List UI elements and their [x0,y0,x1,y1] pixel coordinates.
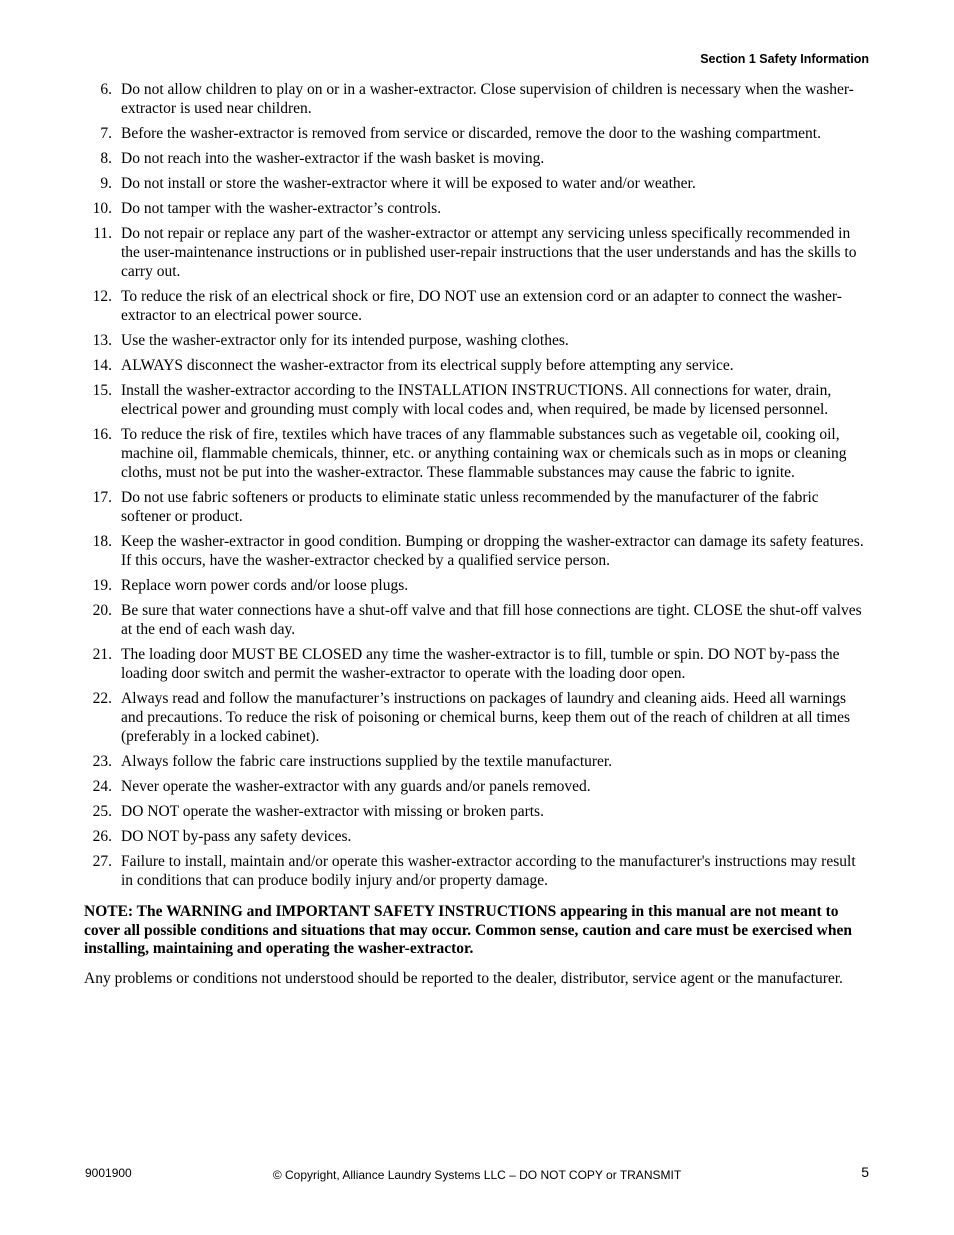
list-item-text: Keep the washer-extractor in good condition. Bumping or dropping the washer-extractor can damage its safety features. If this occurs, have the washer-extractor checked by a qualified service person. [121,533,864,569]
list-item-number: 6. [100,81,112,98]
list-item-number: 10. [92,200,112,217]
list-item-text: Do not install or store the washer-extractor where it will be exposed to water and/or weather. [121,175,696,192]
list-item-text: DO NOT by-pass any safety devices. [121,828,352,845]
list-item-number: 12. [92,288,112,305]
list-item-text: Do not repair or replace any part of the washer-extractor or attempt any servicing unless specifically recommended in the user-maintenance instructions or in published user-repair instructions that the user understands and has the skills to carry out. [121,225,857,280]
list-item [84,174,870,193]
list-item-number: 21. [92,646,112,663]
list-item-text: To reduce the risk of an electrical shock or fire, DO NOT use an extension cord or an adapter to connect the washer-extractor to an electrical power source. [121,288,842,324]
list-item [84,532,870,570]
closing-paragraph: Any problems or conditions not understood should be reported to the dealer, distributor, service agent or the manufacturer. [84,969,843,987]
list-item-text: Do not tamper with the washer-extractor’s controls. [121,200,442,217]
list-item-number: 15. [92,382,112,399]
list-item-number: 23. [92,753,112,770]
list-item-text: Use the washer-extractor only for its intended purpose, washing clothes. [121,332,569,349]
list-item [84,852,870,890]
list-item-text: Do not reach into the washer-extractor if the wash basket is moving. [121,150,545,167]
list-item [84,802,870,821]
copyright-notice: © Copyright, Alliance Laundry Systems LLC – DO NOT COPY or TRANSMIT [272,1168,682,1182]
list-item-text: DO NOT operate the washer-extractor with missing or broken parts. [121,803,544,820]
list-item-text: Failure to install, maintain and/or operate this washer-extractor according to the manufacturer's instructions may result in conditions that can produce bodily injury and/or property damage. [121,853,856,889]
list-item [84,777,870,796]
list-item-number: 25. [92,803,112,820]
list-item-number: 13. [92,332,112,349]
list-item-number: 14. [92,357,112,374]
list-item-number: 27. [92,853,112,870]
list-item [84,381,870,419]
list-item-text: The loading door MUST BE CLOSED any time the washer-extractor is to fill, tumble or spin. DO NOT by-pass the loading door switch and permit the washer-extractor to operate with the loading door open. [121,646,840,682]
list-item [84,645,870,683]
list-item [84,576,870,595]
list-item-text: Do not allow children to play on or in a washer-extractor. Close supervision of children is necessary when the washer-extractor is used near children. [121,81,854,117]
safety-note: NOTE: The WARNING and IMPORTANT SAFETY INSTRUCTIONS appearing in this manual are not meant to cover all possible conditions and situations that may occur. Common sense, caution and care must be exercised when installing, maintaining and operating the washer-extractor. [84,903,852,957]
list-item-text: Install the washer-extractor according to the INSTALLATION INSTRUCTIONS. All connections for water, drain, electrical power and grounding must comply with local codes and, when required, be made by licensed personnel. [121,382,832,418]
list-item-text: Do not use fabric softeners or products to eliminate static unless recommended by the manufacturer of the fabric softener or product. [121,489,819,525]
list-item-text: Replace worn power cords and/or loose plugs. [121,577,409,594]
list-item-number: 7. [100,125,112,142]
list-item-text: ALWAYS disconnect the washer-extractor from its electrical supply before attempting any service. [121,357,734,374]
list-item-number: 9. [100,175,112,192]
page-number: 5 [861,1164,869,1180]
list-item [84,80,870,118]
list-item-number: 18. [92,533,112,550]
list-item-number: 20. [92,602,112,619]
safety-instructions-list [84,80,870,890]
list-item-text: Always follow the fabric care instructions supplied by the textile manufacturer. [121,753,613,770]
list-item-number: 19. [92,577,112,594]
list-item-text: Always read and follow the manufacturer’s instructions on packages of laundry and cleaning aids. Heed all warnings and precautions. To reduce the risk of poisoning or chemical burns, keep them out of the reach of children at all times (preferably in a locked cabinet). [121,690,851,745]
doc-number: 9001900 [85,1166,132,1180]
list-item [84,199,870,218]
list-item [84,752,870,771]
list-item [84,689,870,746]
list-item-number: 22. [92,690,112,707]
list-item-text: Never operate the washer-extractor with any guards and/or panels removed. [121,778,591,795]
list-item-text: Before the washer-extractor is removed from service or discarded, remove the door to the washing compartment. [121,125,821,142]
list-item-number: 26. [92,828,112,845]
list-item-text: To reduce the risk of fire, textiles which have traces of any flammable substances such as vegetable oil, cooking oil, machine oil, flammable chemicals, thinner, etc. or anything containing wax or chemicals such as in mops or cleaning cloths, must not be put into the washer-extractor. These flammable substances may cause the fabric to ignite. [121,426,847,481]
list-item [84,287,870,325]
list-item [84,425,870,482]
list-item [84,124,870,143]
list-item [84,224,870,281]
list-item-number: 11. [93,225,112,242]
list-item-number: 24. [92,778,112,795]
list-item-number: 17. [92,489,112,506]
list-item [84,331,870,350]
list-item [84,149,870,168]
list-item-number: 16. [92,426,112,443]
list-item [84,827,870,846]
section-header: Section 1 Safety Information [700,52,869,66]
list-item [84,488,870,526]
list-item [84,356,870,375]
list-item [84,601,870,639]
list-item-number: 8. [100,150,112,167]
page-content [84,80,870,988]
list-item-text: Be sure that water connections have a shut-off valve and that fill hose connections are tight. CLOSE the shut-off valves at the end of each wash day. [121,602,862,638]
